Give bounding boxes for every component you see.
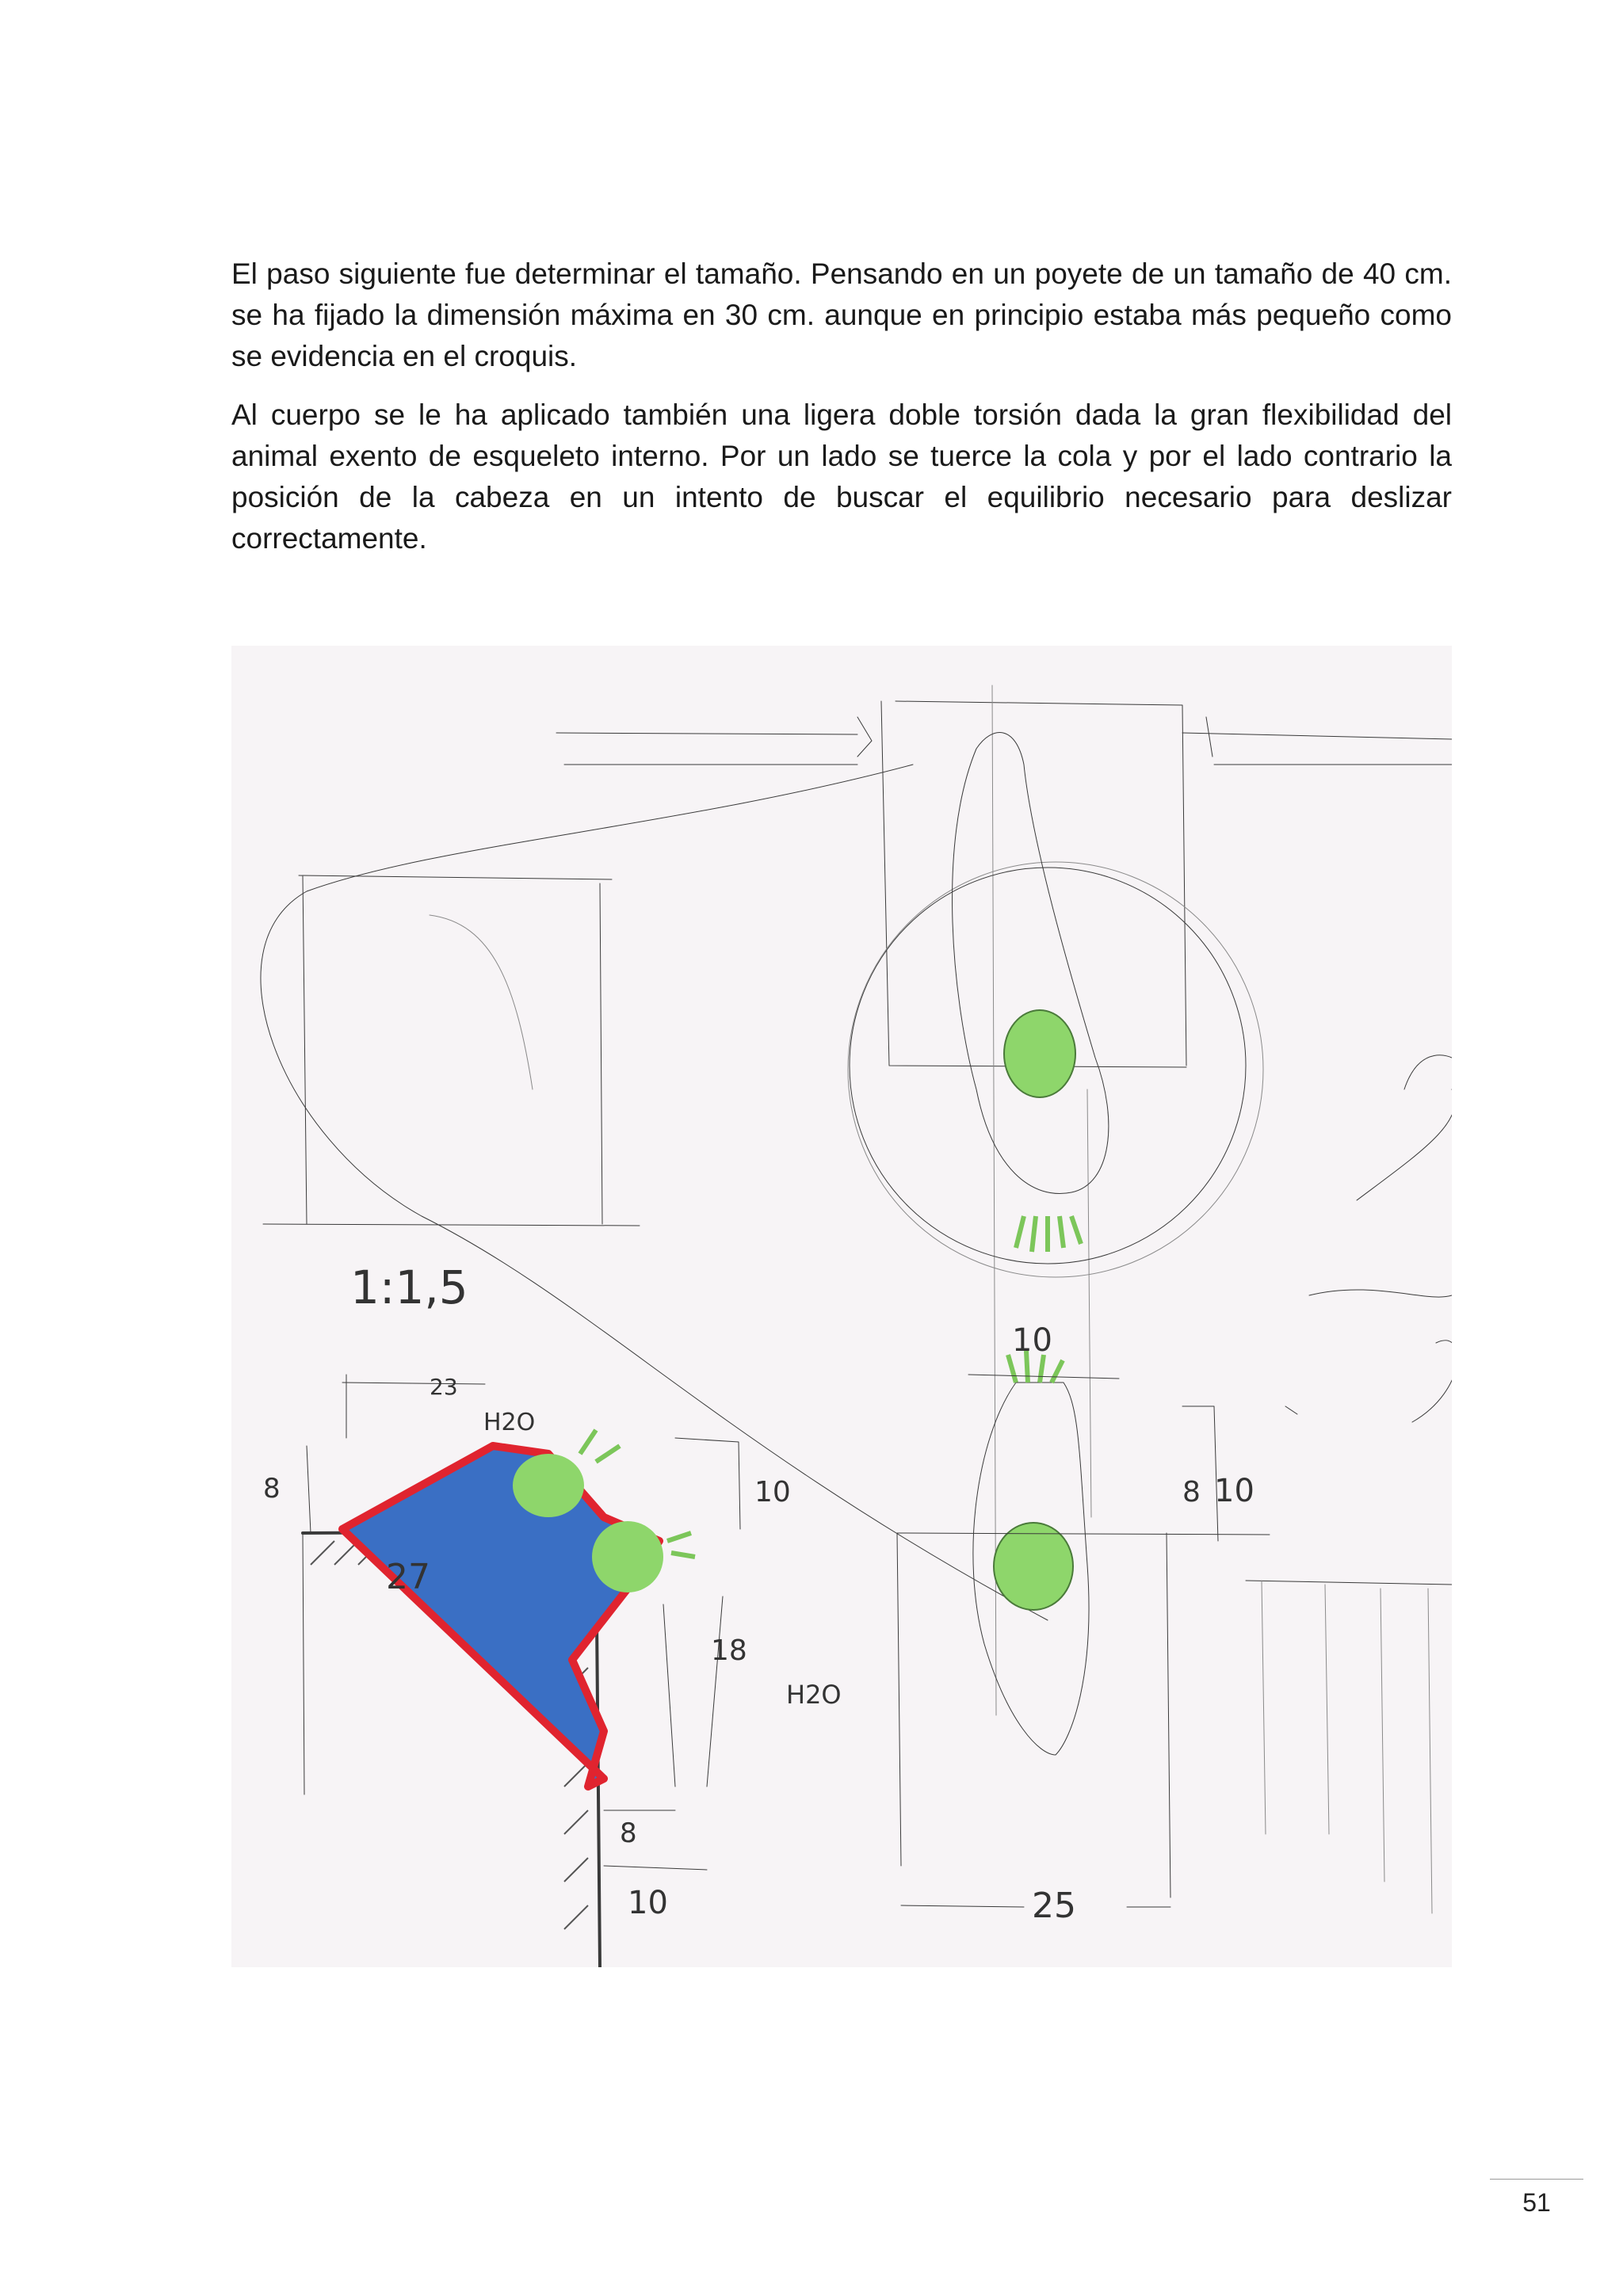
dim-10-right: 10 bbox=[1214, 1473, 1254, 1509]
slug-body-upper bbox=[953, 733, 1109, 1194]
sketch-line bbox=[1357, 1089, 1452, 1422]
green-spot bbox=[994, 1523, 1073, 1610]
sketch-line bbox=[857, 717, 1212, 757]
dim-27: 27 bbox=[386, 1557, 430, 1597]
dimension-line bbox=[968, 1375, 1119, 1379]
dim-18: 18 bbox=[711, 1634, 747, 1667]
dim-10-mid: 10 bbox=[754, 1476, 791, 1508]
page-number: 51 bbox=[1522, 2188, 1551, 2217]
slug-corner-figure bbox=[342, 1446, 659, 1787]
sketch-line bbox=[897, 1533, 1452, 1897]
sketch-line bbox=[430, 915, 533, 1089]
dim-23: 23 bbox=[430, 1374, 458, 1400]
footer-rule bbox=[1490, 2179, 1583, 2180]
green-spot bbox=[513, 1454, 584, 1517]
dim-10-center: 10 bbox=[1012, 1322, 1052, 1359]
sketch-image bbox=[231, 646, 1452, 1967]
sketch-line bbox=[1182, 733, 1452, 765]
tentacles-icon bbox=[1016, 1216, 1081, 1252]
ledge-outline bbox=[303, 1533, 304, 1794]
green-spot bbox=[1004, 1010, 1075, 1097]
pencil-sketch-drawing bbox=[231, 646, 1452, 1967]
dim-8-right: 8 bbox=[1182, 1476, 1201, 1508]
dim-8-left: 8 bbox=[263, 1473, 281, 1505]
paragraph-1: El paso siguiente fue determinar el tamaño. Pensando en un poyete de un tamaño de 40 cm. se ha fijado la dimensión máxima en 30 cm. aunque en principio estaba más pequeño como se evidencia en el croquis. bbox=[231, 257, 1452, 372]
green-spot bbox=[592, 1521, 663, 1592]
square-frame bbox=[263, 875, 640, 1226]
scale-label: 1:1,5 bbox=[350, 1261, 468, 1314]
label-h2o-top: H2O bbox=[483, 1409, 536, 1436]
sketch-line bbox=[1262, 1581, 1432, 1913]
sweep-curve bbox=[261, 765, 1048, 1620]
sketch-line bbox=[556, 733, 857, 765]
dim-8-bottom: 8 bbox=[620, 1817, 637, 1849]
dim-10-bottom: 10 bbox=[628, 1885, 668, 1921]
paragraph-2: Al cuerpo se le ha aplicado también una ligera doble torsión dada la gran flexibilidad del animal exento de esqueleto interno. Por un lado se tuerce la cola y por el lado contrario la posición de la cabeza en un intento de buscar el equilibrio necesario para deslizar correctamente. bbox=[231, 399, 1452, 555]
dim-25: 25 bbox=[1032, 1886, 1076, 1926]
label-h2o-side: H2O bbox=[786, 1680, 842, 1710]
body-text bbox=[231, 254, 1452, 577]
dimension-line bbox=[675, 1438, 740, 1529]
sketch-line bbox=[1309, 1055, 1452, 1297]
